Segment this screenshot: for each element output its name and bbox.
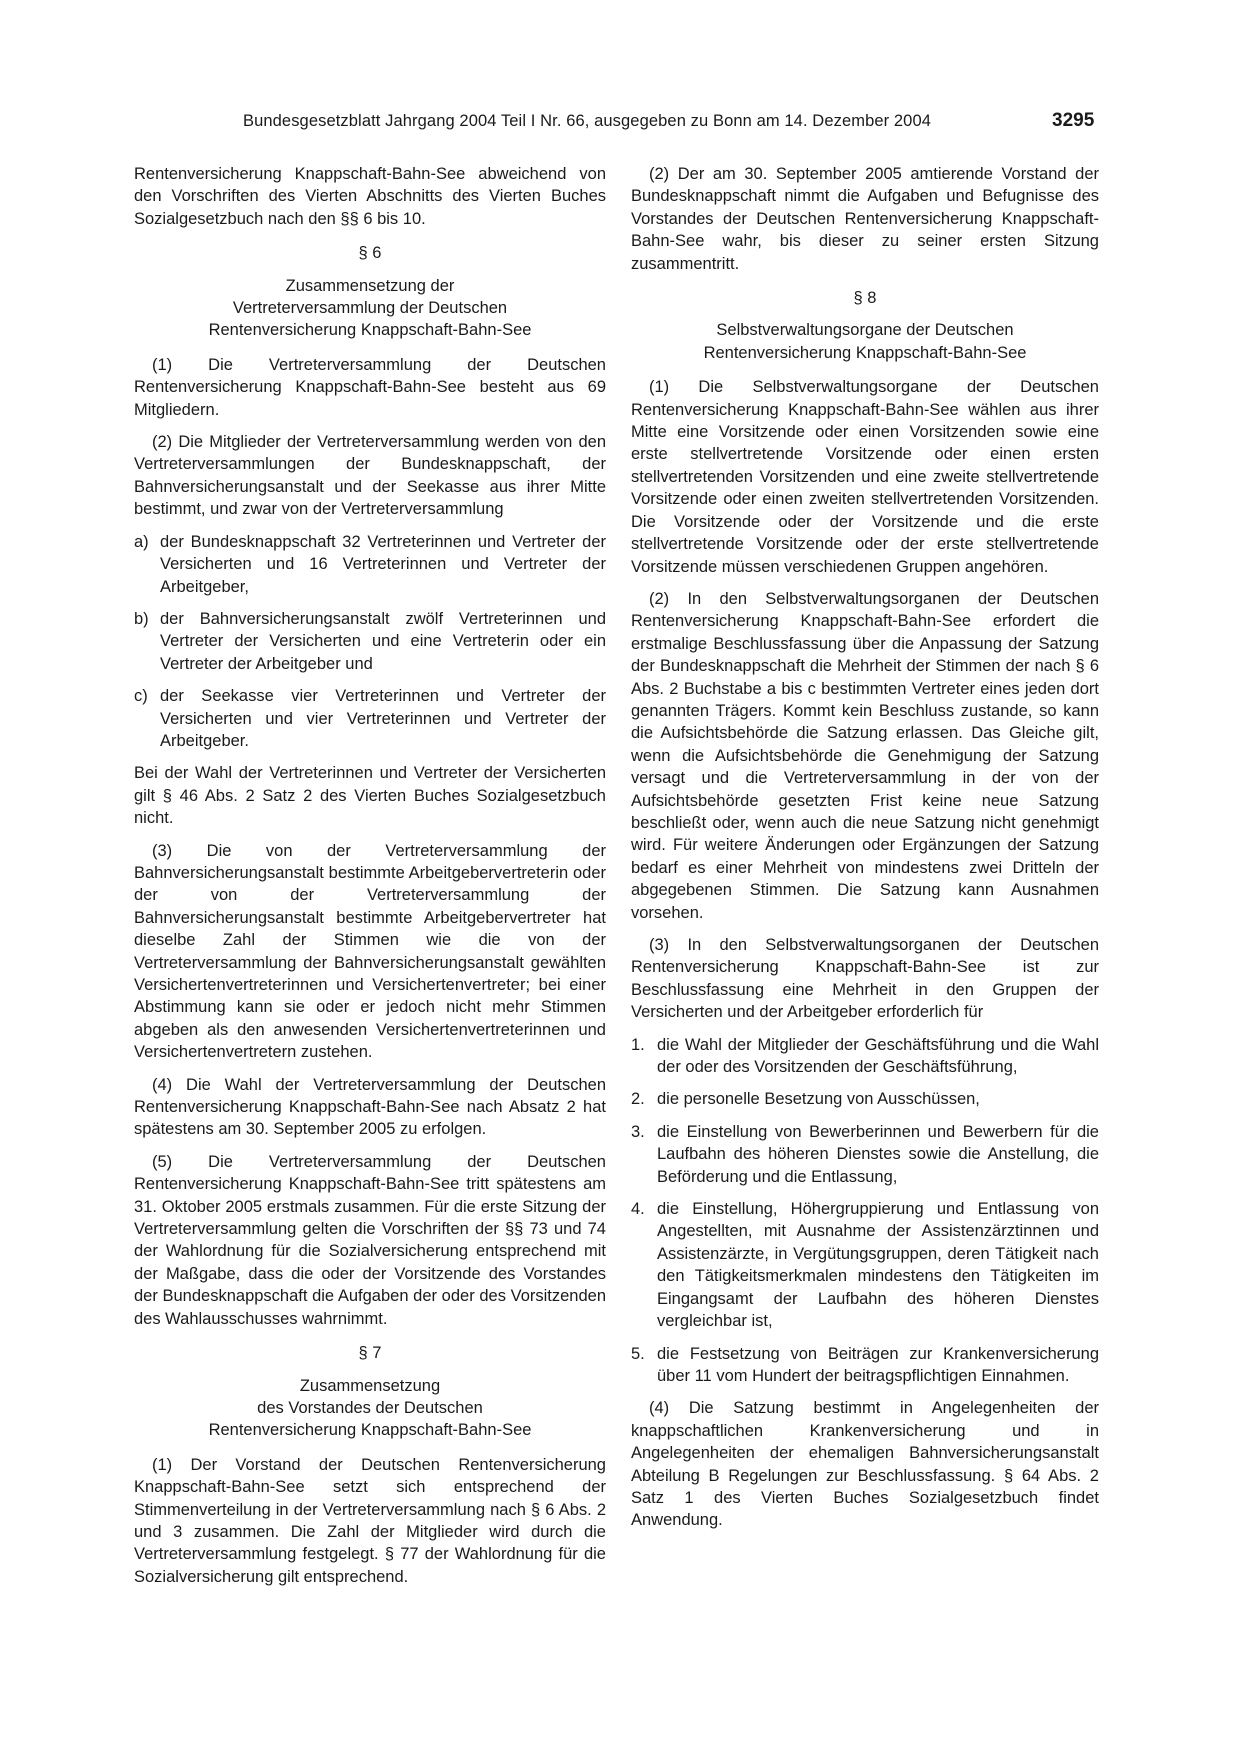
section-8-para-1: (1) Die Selbstverwaltungsorgane der Deutschen Rentenversicherung Knappschaft-Bahn-See wählen aus ihrer Mitte eine Vorsitzende oder einen Vorsitzenden sowie eine erste stellvertretende Vorsitzende oder einen ersten stellvertretenden Vorsitzenden und eine zweite stellvertretende Vorsitzende oder einen zweiten stellvertretenden Vorsitzenden. Die Vorsitzende oder der Vorsitzende und die erste stellvertretende Vorsitzende oder der erste stellvertretende Vorsitzende müssen verschiedenen Gruppen angehören. (631, 378, 1099, 576)
heading-line: des Vorstandes der Deutschen (257, 1398, 483, 1417)
section-6-after-list: Bei der Wahl der Vertreterinnen und Vertreter der Versicherten gilt § 46 Abs. 2 Satz 2 des Vierten Buches Sozialgesetzbuch nicht. (134, 764, 606, 828)
section-8-para-3: (3) In den Selbstverwaltungsorganen der Deutschen Rentenversicherung Knappschaft-Bahn-See ist zur Beschlussfassung eine Mehrheit in den Gruppen der Versicherten und der Arbeitgeber erforderlich für (631, 936, 1099, 1022)
list-text: die personelle Besetzung von Ausschüssen, (657, 1090, 980, 1109)
list-label: a) (134, 532, 149, 551)
section-6-para-3: (3) Die von der Vertreterversammlung der Bahnversicherungsanstalt bestimmte Arbeitgebervertreterin oder der von der Vertreterversammlung der Bahnversicherungsanstalt bestimmte Arbeitgebervertreter hat dieselbe Zahl der Stimmen wie die von der Vertreterversammlung der Bahnversicherungsanstalt gewählten Versichertenvertreterinnen und Versichertenvertreter; bei einer Abstimmung kann sie oder er jedoch nicht mehr Stimmen abgeben als den anwesenden Versichertenvertreterinnen und Versichertenvertretern zustehen. (134, 841, 606, 1062)
section-6-sign: § 6 (358, 244, 382, 263)
section-7-heading (134, 1375, 606, 1442)
section-6-para-1: (1) Die Vertreterversammlung der Deutschen Rentenversicherung Knappschaft-Bahn-See besteht aus 69 Mitgliedern. (134, 355, 606, 419)
running-title: Bundesgesetzblatt Jahrgang 2004 Teil I Nr. 66, ausgegeben zu Bonn am 14. Dezember 2004 (243, 112, 932, 130)
list-text: die Festsetzung von Beiträgen zur Krankenversicherung über 11 vom Hundert der beitragspflichtigen Einnahmen. (657, 1344, 1099, 1385)
page-header (0, 112, 1244, 142)
heading-line: Selbstverwaltungsorgane der Deutschen (716, 321, 1014, 340)
section-6-para-2: (2) Die Mitglieder der Vertreterversammlung werden von den Vertreterversammlungen der Bundesknappschaft, der Bahnversicherungsanstalt und der Seekasse aus ihrer Mitte bestimmt, und zwar von der Vertreterversammlung (134, 433, 606, 519)
list-label: 2. (631, 1090, 645, 1109)
heading-line: Zusammensetzung der (285, 276, 455, 295)
section-8-para-4: (4) Die Satzung bestimmt in Angelegenheiten der knappschaftlichen Krankenversicherung und in Angelegenheiten der ehemaligen Bahnversicherungsanstalt Abteilung B Regelungen zur Beschlussfassung. § 64 Abs. 2 Satz 1 des Vierten Buches Sozialgesetzbuch findet Anwendung. (631, 1399, 1099, 1530)
heading-line: Rentenversicherung Knappschaft-Bahn-See (703, 343, 1027, 362)
left-column (134, 163, 606, 1598)
list-item (631, 1121, 1099, 1188)
list-item (134, 685, 606, 752)
list-item (631, 1034, 1099, 1079)
list-item (134, 608, 606, 675)
list-item (631, 1198, 1099, 1332)
list-label: 3. (631, 1122, 645, 1141)
heading-line: Zusammensetzung (299, 1376, 441, 1395)
list-item (631, 1088, 1099, 1110)
list-label: 5. (631, 1344, 645, 1363)
section-7-sign: § 7 (358, 1344, 382, 1363)
section-8-sign: § 8 (853, 289, 877, 308)
heading-line: Vertreterversammlung der Deutschen (232, 299, 508, 318)
list-label: 4. (631, 1200, 645, 1219)
list-text: der Bahnversicherungsanstalt zwölf Vertreterinnen und Vertreter der Versicherten und eine Vertreterin oder ein Vertreter der Arbeitgeber und (160, 609, 606, 673)
section-6-para-5: (5) Die Vertreterversammlung der Deutschen Rentenversicherung Knappschaft-Bahn-See tritt spätestens am 31. Oktober 2005 erstmals zusammen. Für die erste Sitzung der Vertreterversammlung gelten die Vorschriften der §§ 73 und 74 der Wahlordnung für die Sozialversicherung entsprechend mit der Maßgabe, dass die oder der Vorsitzende des Vorstandes der Bundesknappschaft die Aufgaben der oder des Vorsitzenden des Wahlausschusses wahrnimmt. (134, 1152, 606, 1328)
intro-paragraph: Rentenversicherung Knappschaft-Bahn-See abweichend von den Vorschriften des Vierten Abschnitts des Vierten Buches Sozialgesetzbuch nach den §§ 6 bis 10. (134, 165, 606, 228)
page-number: 3295 (1052, 110, 1095, 131)
section-6-heading (134, 275, 606, 342)
section-6-para-4: (4) Die Wahl der Vertreterversammlung der Deutschen Rentenversicherung Knappschaft-Bahn-See nach Absatz 2 hat spätestens am 30. September 2005 zu erfolgen. (134, 1075, 606, 1139)
section-7-para-2: (2) Der am 30. September 2005 amtierende Vorstand der Bundesknappschaft nimmt die Aufgaben und Befugnisse des Vorstandes der Deutschen Rentenversicherung Knappschaft-Bahn-See wahr, bis dieser zu seiner ersten Sitzung zusammentritt. (631, 165, 1099, 273)
list-text: die Einstellung von Bewerberinnen und Bewerbern für die Laufbahn des höheren Dienstes sowie die Anstellung, die Beförderung und die Entlassung, (657, 1122, 1099, 1186)
list-text: die Einstellung, Höhergruppierung und Entlassung von Angestellten, mit Ausnahme der Assistenzärztinnen und Assistenzärzte, in Vergütungsgruppen, deren Tätigkeit nach den Tätigkeitsmerkmalen mindestens den Tätigkeiten im Eingangsamt der Laufbahn des höheren Dienstes vergleichbar ist, (657, 1200, 1099, 1331)
list-item (631, 1343, 1099, 1388)
list-label: 1. (631, 1035, 645, 1054)
list-item (134, 531, 606, 598)
list-text: der Bundesknappschaft 32 Vertreterinnen und Vertreter der Versicherten und 16 Vertreterinnen und Vertreter der Arbeitgeber, (160, 532, 606, 596)
list-text: der Seekasse vier Vertreterinnen und Vertreter der Versicherten und vier Vertreterinnen und Vertreter der Arbeitgeber. (160, 687, 606, 750)
right-column (631, 163, 1099, 1542)
list-text: die Wahl der Mitglieder der Geschäftsführung und die Wahl der oder des Vorsitzenden der Geschäftsführung, (657, 1035, 1099, 1077)
section-8-heading (631, 319, 1099, 364)
section-7-para-1: (1) Der Vorstand der Deutschen Rentenversicherung Knappschaft-Bahn-See setzt sich entsprechend der Stimmenverteilung in der Vertreterversammlung nach § 6 Abs. 2 und 3 zusammen. Die Zahl der Mitglieder wird durch die Vertreterversammlung festgelegt. § 77 der Wahlordnung für die Sozialversicherung gilt entsprechend. (134, 1455, 606, 1586)
heading-line: Rentenversicherung Knappschaft-Bahn-See (208, 321, 532, 340)
section-8-para-2: (2) In den Selbstverwaltungsorganen der Deutschen Rentenversicherung Knappschaft-Bahn-See erfordert die erstmalige Beschlussfassung über die Anpassung der Satzung der Bundesknappschaft die Mehrheit der Stimmen der nach § 6 Abs. 2 Buchstabe a bis c bestimmten Vertreter eines jeden dort genannten Trägers. Kommt kein Beschluss zustande, so kann die Aufsichtsbehörde die Satzung erlassen. Das Gleiche gilt, wenn die Aufsichtsbehörde die Genehmigung der Satzung versagt und die Vertreterversammlung in der von der Aufsichtsbehörde gesetzten Frist keine neue Satzung beschließt oder, wenn auch die neue Satzung nicht genehmigt wird. Für weitere Änderungen oder Ergänzungen der Satzung bedarf es einer Mehrheit von mindestens zwei Dritteln der abgegebenen Stimmen. Die Satzung kann Ausnahmen vorsehen. (631, 589, 1099, 922)
heading-line: Rentenversicherung Knappschaft-Bahn-See (208, 1421, 532, 1440)
list-label: b) (134, 609, 149, 628)
list-label: c) (134, 687, 148, 706)
